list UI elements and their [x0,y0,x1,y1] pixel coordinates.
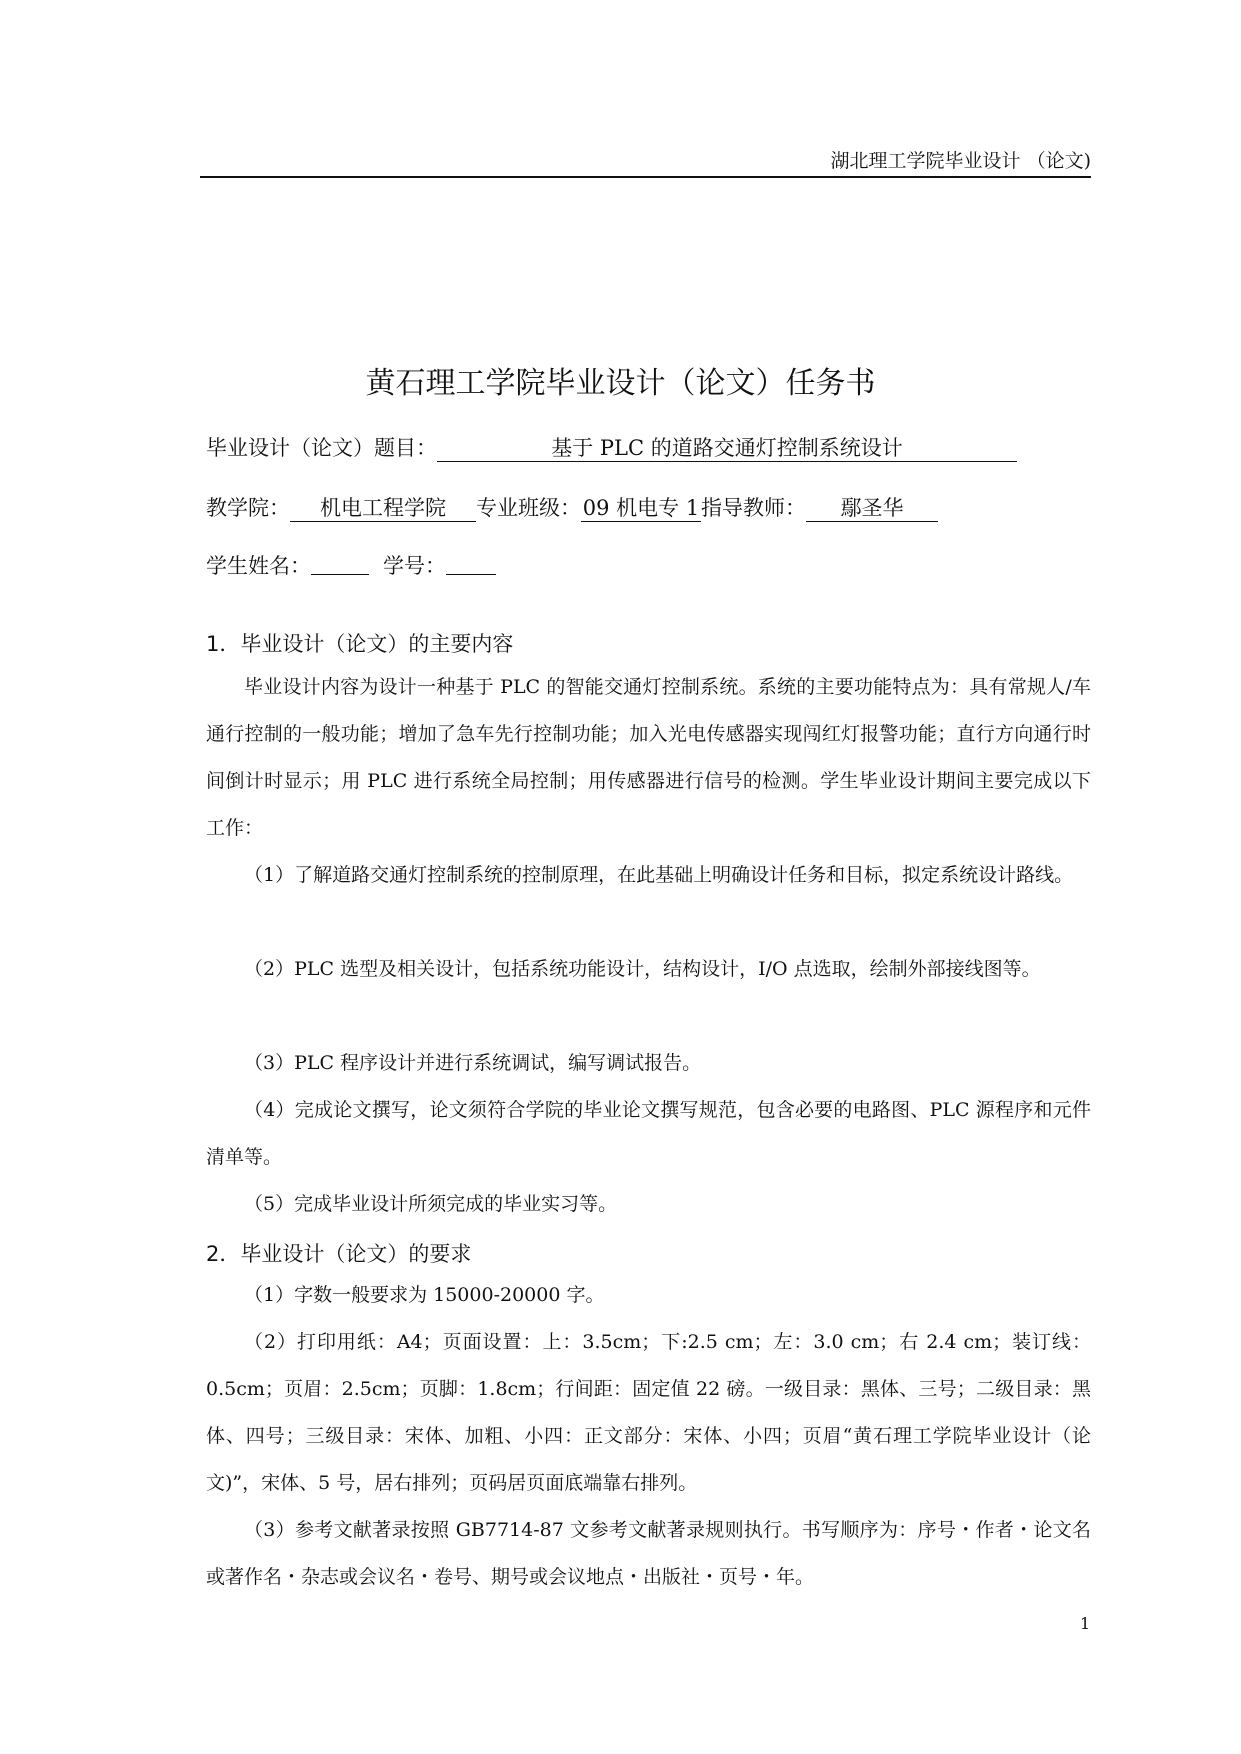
advisor-label: 指导教师： [701,496,806,520]
student-row [206,550,496,580]
section2-heading: 2．毕业设计（论文）的要求 [206,1242,472,1266]
college-value: 机电工程学院 [290,495,476,522]
topic-row [206,432,1017,462]
page-number: 1 [1080,1614,1091,1633]
section2-item-2: （2）打印用纸：A4；页面设置：上：3.5cm；下:2.5 cm；左：3.0 cm；右 2.4 cm；装订线：0.5cm；页眉：2.5cm；页脚：1.8cm；行间距：固定值 22 磅。一级目录：黑体、三号；二级目录：黑体、四号；三级目录：宋体、加粗、小四：正文部分：宋体、小四；页眉“黄石理工学院毕业设计（论文)”，宋体、5 号，居右排列；页码居页面底端靠右排列。 [206,1331,1091,1494]
class-value: 09 机电专 1 [582,496,700,520]
section1-item-5: （5）完成毕业设计所须完成的毕业实习等。 [244,1193,618,1215]
section1-item-1: （1）了解道路交通灯控制系统的控制原理，在此基础上明确设计任务和目标，拟定系统设计路线。 [244,864,1074,886]
section2-item-3: （3）参考文献著录按照 GB7714-87 文参考文献著录规则执行。书写顺序为：序号・作者・论文名或著作名・杂志或会议名・卷号、期号或会议地点・出版社・页号・年。 [206,1519,1091,1588]
section1-item-4: （4）完成论文撰写，论文须符合学院的毕业论文撰写规范，包含必要的电路图、PLC 源程序和元件清单等。 [206,1099,1091,1168]
topic-value: 基于 PLC 的道路交通灯控制系统设计 [437,435,1017,462]
topic-label: 毕业设计（论文）题目： [206,436,437,460]
college-row [206,492,938,522]
section1-item-3: （3）PLC 程序设计并进行系统调试，编写调试报告。 [244,1052,702,1074]
student-id-blank [446,554,496,575]
document-title: 黄石理工学院毕业设计（论文）任务书 [365,366,876,401]
college-label: 教学院： [206,496,290,520]
student-name-blank [311,554,369,575]
advisor-value: 鄢圣华 [806,495,938,522]
student-label: 学生姓名： [206,554,311,578]
id-label: 学号： [383,554,446,578]
section1-item-2: （2）PLC 选型及相关设计，包括系统功能设计，结构设计，I/O 点选取，绘制外部接线图等。 [244,958,1041,980]
header-text: 湖北理工学院毕业设计 （论文) [830,150,1091,172]
section1-heading: 1．毕业设计（论文）的主要内容 [206,632,514,656]
section1-intro: 毕业设计内容为设计一种基于 PLC 的智能交通灯控制系统。系统的主要功能特点为：具有常规人/车通行控制的一般功能；增加了急车先行控制功能；加入光电传感器实现闯红灯报警功能；直行方向通行时间倒计时显示；用 PLC 进行系统全局控制；用传感器进行信号的检测。学生毕业设计期间主要完成以下工作： [206,676,1091,839]
page-header [200,146,1091,178]
class-label: 专业班级： [476,496,581,520]
section2-item-1: （1）字数一般要求为 15000-20000 字。 [244,1284,605,1306]
